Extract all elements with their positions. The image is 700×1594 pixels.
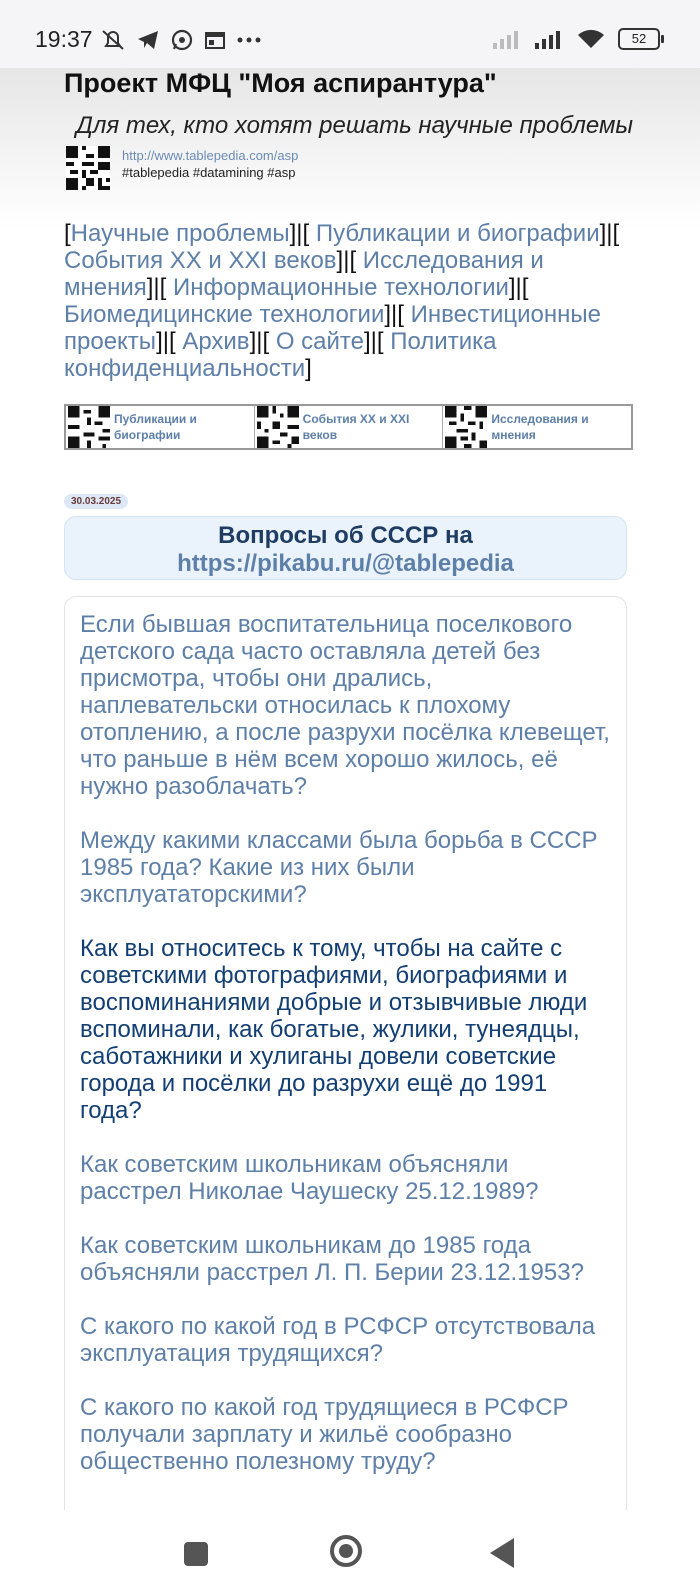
whatsapp-icon [170, 28, 194, 52]
qr-link-label: Публикации и биографии [114, 412, 197, 442]
question-link[interactable]: Между какими классами была борьба в СССР 1985 года? Какие из них были эксплуататорскими? [80, 827, 598, 908]
system-navigation-bar [0, 1510, 700, 1594]
nav-link-scientific-problems[interactable]: Научные проблемы [70, 220, 290, 247]
qr-code-icon [257, 406, 299, 448]
post-heading [64, 516, 627, 580]
nav-link-events[interactable]: События XX и XXI веков [64, 247, 337, 274]
battery-icon: 52 [618, 28, 660, 50]
question-link[interactable]: С какого по какой год трудящиеся в РСФСР получали зарплату и жильё сообразно общественно полезному труду? [80, 1394, 569, 1475]
nav-link-biomedical[interactable]: Биомедицинские технологии [64, 301, 385, 328]
signal-icon [534, 29, 564, 49]
site-url-link[interactable]: http://www.tablepedia.com/asp [122, 148, 299, 163]
question-list [64, 596, 627, 1510]
page-title: Проект МФЦ "Моя аспирантура" [64, 68, 497, 98]
home-icon[interactable] [330, 1535, 362, 1567]
wifi-icon [576, 28, 606, 50]
status-time: 19:37 [35, 26, 93, 52]
post-date-badge: 30.03.2025 [64, 494, 128, 509]
question-link[interactable]: Как вы относитесь к тому, чтобы на сайте с советскими фотографиями, биографиями и воспоминаниями добрые и отзывчивые люди вспоминали, как богатые, жулики, тунеядцы, саботажники и хулиганы довели советские города и посёлки до разрухи ещё до 1991 года? [80, 935, 588, 1124]
web-page [0, 68, 700, 1510]
back-icon[interactable] [490, 1538, 514, 1568]
status-bar [0, 0, 700, 68]
qr-link-label: События XX и XXI веков [302, 412, 410, 442]
nav-link-research[interactable]: Исследования и мнения [64, 247, 544, 301]
qr-link-label: Исследования и мнения [491, 412, 589, 442]
site-tags: #tablepedia #datamining #asp [122, 165, 296, 180]
nav-link-privacy[interactable]: Политика конфиденциальности [64, 328, 497, 382]
question-link[interactable]: Как советским школьникам до 1985 года объясняли расстрел Л. П. Берии 23.12.1953? [80, 1232, 584, 1286]
question-link[interactable]: С какого по какой год в РСФСР отсутствовала эксплуатация трудящихся? [80, 1313, 596, 1367]
qr-code-icon [445, 406, 487, 448]
question-link[interactable]: Если бывшая воспитательница поселкового детского сада часто оставляла детей без присмотра, чтобы они дрались, наплевательски относилась к плохому отоплению, а после разрухи посёлка клевещет, что раньше в нём всем хорошо жилось, её нужно разоблачать? [80, 611, 610, 800]
qr-link-events[interactable] [255, 406, 444, 448]
mute-icon [100, 28, 126, 52]
nav-link-publications[interactable]: Публикации и биографии [315, 220, 600, 247]
qr-code-icon [66, 146, 110, 190]
nav-link-about[interactable]: О сайте [275, 328, 364, 355]
telegram-icon [136, 29, 160, 51]
recent-apps-icon[interactable] [184, 1542, 208, 1566]
question-link[interactable]: Как советским школьникам объясняли расстрел Николае Чаушеску 25.12.1989? [80, 1151, 539, 1205]
notification-icons [100, 28, 262, 52]
qr-link-research[interactable] [443, 406, 631, 448]
calendar-icon [204, 29, 226, 51]
post-heading-text: Вопросы об СССР на [218, 522, 473, 549]
more-icon [236, 36, 262, 44]
nav-link-investment[interactable]: Инвестиционные проекты [64, 301, 601, 355]
page-subtitle: Для тех, кто хотят решать научные проблемы [76, 112, 634, 139]
post-heading-link[interactable]: https://pikabu.ru/@tablepedia [177, 550, 514, 577]
qr-code-icon [68, 406, 110, 448]
system-icons [492, 28, 660, 50]
qr-link-strip [64, 404, 633, 450]
qr-link-publications[interactable] [66, 406, 255, 448]
nav-link-it[interactable]: Информационные технологии [173, 274, 509, 301]
signal-weak-icon [492, 29, 522, 49]
section-navigation: [Научные проблемы]|[ Публикации и биографии]|[ События XX и XXI веков]|[ Исследования и мнения]|[ Информационные технологии]|[ Биомедицинские технологии]|[ Инвестиционные проекты]|[ Архив]|[ О сайте]|[ Политика конфиденциальности] [64, 220, 620, 382]
nav-link-archive[interactable]: Архив [182, 328, 250, 355]
